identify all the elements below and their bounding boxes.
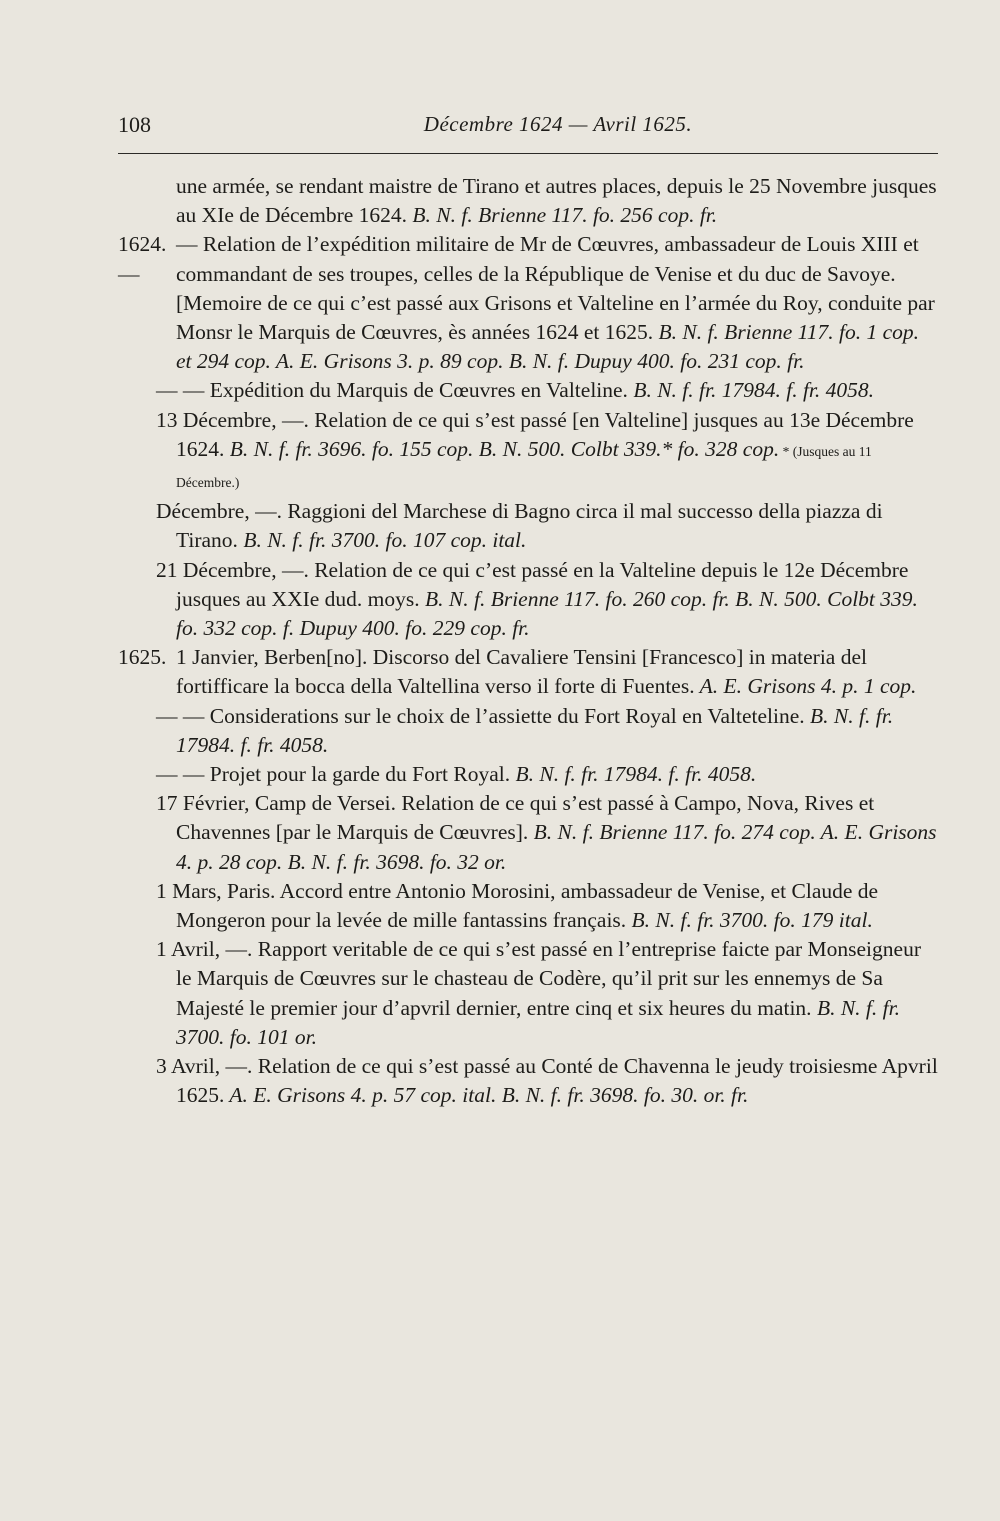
header-rule [118,153,938,154]
entry [118,376,938,405]
entry-text: 3 Avril, —. Relation de ce qui s’est passé au Conté de Chavenna le jeudy troisiesme Apvril 1625. [156,1054,938,1108]
entry-text: 1 Janvier, Berben[no]. Discorso del Cavaliere Tensini [Francesco] in materia del fortifficare la bocca della Valtellina verso il forte di Fuentes. [176,645,867,699]
entry [118,1052,938,1110]
entry-text: 13 Décembre, —. Relation de ce qui s’est passé [en Valteline] jusques au 13e Décembre 1624. [156,407,914,461]
running-title: Décembre 1624 — Avril 1625. [423,112,693,136]
entry-reference: B. N. f. fr. 17984. f. fr. 4058. [176,703,894,757]
entry-text: 1 Mars, Paris. Accord entre Antonio Morosini, ambassadeur de Venise, et Claude de Mongeron pour la levée de mille fantassins français. [156,878,879,933]
entry-reference: B. N. f. fr. 3700. fo. 101 or. [176,995,900,1049]
entry [118,702,938,760]
entry-reference: B. N. f. Brienne 117. fo. 274 cop. A. E. Grisons 4. p. 28 cop. B. N. f. fr. 3698. fo. 32 or. [176,820,937,874]
entry [118,172,938,230]
entry-text: — — Expédition du Marquis de Cœuvres en Valteline. [156,378,628,403]
page-body [118,172,938,1111]
entry [118,643,938,701]
entry [118,556,938,644]
entry-text: — — Considerations sur le choix de l’assiette du Fort Royal en Valteteline. [156,703,805,728]
entry [118,230,938,376]
entry-reference: B. N. f. fr. 3700. fo. 179 ital. [626,908,873,933]
entry-year: 1624.— [118,232,167,286]
entry-text: une armée, se rendant maistre de Tirano et autres places, depuis le 25 Novembre jusques au XIe de Décembre 1624. [176,174,937,228]
entry-year: 1625. [118,645,167,670]
entry [118,789,938,877]
entry-text: 17 Février, Camp de Versei. Relation de ce qui s’est passé à Campo, Nova, Rives et Chavennes [par le Marquis de Cœuvres]. [156,791,875,845]
entry-text: Décembre, —. Raggioni del Marchese di Bagno circa il mal successo della piazza di Tirano. [156,499,883,553]
entry-reference: A. E. Grisons 4. p. 57 cop. ital. B. N. f. fr. 3698. fo. 30. or. fr. [224,1083,749,1108]
entry-reference: B. N. f. fr. 17984. f. fr. 4058. [510,762,757,787]
entry [118,877,938,935]
entry-reference: B. N. f. Brienne 117. fo. 1 cop. et 294 cop. A. E. Grisons 3. p. 89 cop. B. N. f. Dupuy 400. fo. 231 cop. fr. [176,320,920,374]
page-number: 108 [118,112,151,137]
entry [118,497,938,555]
entry-reference: B. N. f. Brienne 117. fo. 260 cop. fr. B. N. 500. Colbt 339. fo. 332 cop. f. Dupuy 400. fo. 229 cop. fr. [176,586,918,641]
entry-footnote: * (Jusques au 11 Décembre.) [176,443,872,491]
entry-text: — — Projet pour la garde du Fort Royal. [156,762,511,787]
entry-reference: B. N. f. fr. 17984. f. fr. 4058. [627,378,875,403]
entry-text: 1 Avril, —. Rapport veritable de ce qui s’est passé en l’entreprise faicte par Monseigneur le Marquis de Cœuvres sur le chasteau de Codère, qu’il prit sur les ennemys de Sa Majesté le premier jour d’apvril dernier, entre cinq et six heures du matin. [156,937,921,1020]
entry-text: 21 Décembre, —. Relation de ce qui c’est passé en la Valteline depuis le 12e Décembre jusques au XXIe dud. moys. [156,557,909,611]
page-header [118,112,938,148]
entry-reference: A. E. Grisons 4. p. 1 cop. [694,674,917,699]
entry-text: — Relation de l’expédition militaire de Mr de Cœuvres, ambassadeur de Louis XIII et commandant de ses troupes, celles de la République de Venise et du duc de Savoye. [Memoire de ce qui c’est passé aux Grisons et Valteline en l’armée du Roy, conduite par Monsr le Marquis de Cœuvres, ès années 1624 et 1625. [176,232,935,345]
entry [118,760,938,789]
entry-reference: B. N. f. fr. 3696. fo. 155 cop. B. N. 500. Colbt 339.* fo. 328 cop. [224,436,780,461]
entry [118,406,938,498]
entry [118,935,938,1052]
entry-reference: B. N. f. Brienne 117. fo. 256 cop. fr. [407,203,718,228]
entry-reference: B. N. f. fr. 3700. fo. 107 cop. ital. [237,528,527,553]
